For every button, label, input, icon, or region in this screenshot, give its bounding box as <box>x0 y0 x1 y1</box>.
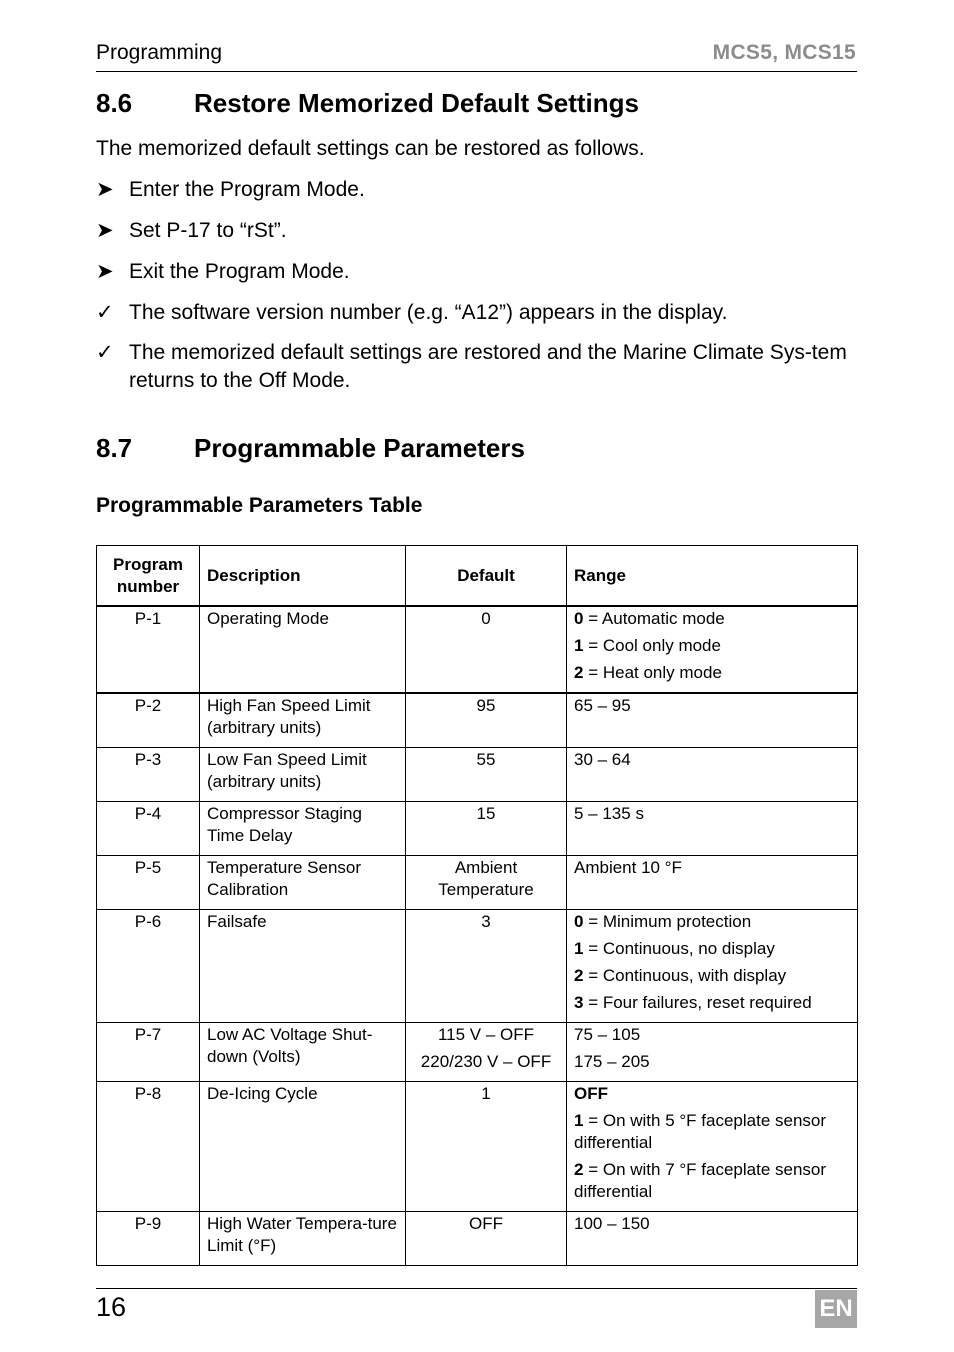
step-item <box>96 258 866 286</box>
cell-program-number: P-6 <box>97 910 200 1023</box>
range-option <box>574 1083 850 1105</box>
cell-description: Compressor Staging Time Delay <box>200 802 406 856</box>
table-row <box>97 748 858 802</box>
cell-description: High Fan Speed Limit (arbitrary units) <box>200 693 406 748</box>
range-option-text: Ambient 10 °F <box>574 858 682 877</box>
range-option-text: 75 – 105 <box>574 1025 641 1044</box>
checkmark-icon: ✓ <box>96 301 114 324</box>
cell-program-number: P-2 <box>97 693 200 748</box>
step-text: Enter the Program Mode. <box>129 178 365 201</box>
header-rule <box>96 71 857 72</box>
section-number: 8.7 <box>96 433 133 463</box>
table-row <box>97 910 858 1023</box>
col-header-default: Default <box>406 546 567 607</box>
col-header-program-number: Program number <box>97 546 200 607</box>
range-option <box>574 965 850 987</box>
range-option <box>574 992 850 1014</box>
table-row <box>97 693 858 748</box>
range-option-text: 5 – 135 s <box>574 804 644 823</box>
range-option <box>574 1213 850 1235</box>
table-row <box>97 1082 858 1212</box>
cell-program-number: P-9 <box>97 1212 200 1266</box>
step-item <box>96 176 866 204</box>
range-option-code: 0 <box>574 609 584 628</box>
footer-rule <box>96 1288 857 1289</box>
cell-description: Low AC Voltage Shut-down (Volts) <box>200 1023 406 1082</box>
cell-range <box>567 748 858 802</box>
cell-description: Operating Mode <box>200 606 406 693</box>
default-value: 115 V – OFF <box>437 1025 535 1044</box>
default-value: 55 <box>476 750 496 769</box>
cell-range <box>567 606 858 693</box>
range-option-code: 1 <box>574 1111 584 1130</box>
cell-default <box>406 606 567 693</box>
section-number: 8.6 <box>96 88 133 118</box>
default-value: OFF <box>469 1214 503 1233</box>
range-option <box>574 749 850 771</box>
cell-description: High Water Tempera-ture Limit (°F) <box>200 1212 406 1266</box>
cell-default <box>406 802 567 856</box>
table-row <box>97 856 858 910</box>
table-body <box>97 606 858 1266</box>
range-option <box>574 635 850 657</box>
range-option-code: 2 <box>574 663 584 682</box>
range-option-text: = Cool only mode <box>583 636 721 655</box>
range-option-text: 100 – 150 <box>574 1214 650 1233</box>
page-number: 16 <box>96 1292 127 1322</box>
cell-program-number: P-1 <box>97 606 200 693</box>
result-item <box>96 339 866 395</box>
cell-description: Low Fan Speed Limit (arbitrary units) <box>200 748 406 802</box>
default-value: 220/230 V – OFF <box>420 1052 552 1071</box>
range-option <box>574 911 850 933</box>
section-title: Restore Memorized Default Settings <box>194 88 639 118</box>
cell-range <box>567 1023 858 1082</box>
range-option <box>574 1051 850 1073</box>
cell-range <box>567 1212 858 1266</box>
cell-range <box>567 910 858 1023</box>
range-option-text: 30 – 64 <box>574 750 631 769</box>
cell-default <box>406 856 567 910</box>
default-value: 15 <box>476 804 496 823</box>
col-header-description: Description <box>200 546 406 607</box>
default-value: 3 <box>481 912 491 931</box>
arrow-bullet-icon: ➤ <box>96 178 114 201</box>
range-option-text: = On with 7 °F faceplate sensor differential <box>574 1160 827 1201</box>
range-option <box>574 938 850 960</box>
range-option <box>574 1110 850 1154</box>
checkmark-icon: ✓ <box>96 341 114 364</box>
cell-program-number: P-5 <box>97 856 200 910</box>
range-option <box>574 695 850 717</box>
cell-description: De-Icing Cycle <box>200 1082 406 1212</box>
range-option-text: = Continuous, with display <box>583 966 787 985</box>
default-value: 95 <box>476 696 496 715</box>
cell-default <box>406 1082 567 1212</box>
cell-program-number: P-4 <box>97 802 200 856</box>
cell-range <box>567 693 858 748</box>
arrow-bullet-icon: ➤ <box>96 219 114 242</box>
cell-default <box>406 693 567 748</box>
section-title: Programmable Parameters <box>194 433 525 463</box>
cell-default <box>406 910 567 1023</box>
cell-program-number: P-7 <box>97 1023 200 1082</box>
cell-description: Temperature Sensor Calibration <box>200 856 406 910</box>
range-option <box>574 857 850 879</box>
range-option-code: OFF <box>574 1084 608 1103</box>
range-option-code: 2 <box>574 966 584 985</box>
range-option-text: = Minimum protection <box>583 912 752 931</box>
table-row <box>97 1212 858 1266</box>
result-text: The software version number (e.g. “A12”) appears in the display. <box>129 301 728 324</box>
step-text: Set P-17 to “rSt”. <box>129 219 287 242</box>
step-item <box>96 217 866 245</box>
cell-program-number: P-8 <box>97 1082 200 1212</box>
default-value: Ambient Temperature <box>438 858 534 899</box>
default-value: 1 <box>481 1084 491 1103</box>
language-badge: EN <box>815 1290 857 1328</box>
range-option-text: 65 – 95 <box>574 696 631 715</box>
arrow-bullet-icon: ➤ <box>96 260 114 283</box>
cell-range <box>567 802 858 856</box>
cell-description: Failsafe <box>200 910 406 1023</box>
table-row <box>97 802 858 856</box>
range-option-code: 1 <box>574 636 584 655</box>
cell-default <box>406 748 567 802</box>
cell-program-number: P-3 <box>97 748 200 802</box>
range-option-text: = Heat only mode <box>583 663 722 682</box>
section-8-7-heading <box>96 433 525 464</box>
range-option-text: 175 – 205 <box>574 1052 650 1071</box>
range-option <box>574 803 850 825</box>
range-option-code: 3 <box>574 993 584 1012</box>
table-row <box>97 606 858 693</box>
cell-default <box>406 1023 567 1082</box>
range-option-text: = Four failures, reset required <box>583 993 812 1012</box>
range-option <box>574 1024 850 1046</box>
range-option <box>574 662 850 684</box>
section-intro: The memorized default settings can be restored as follows. <box>96 137 645 160</box>
range-option-code: 2 <box>574 1160 584 1179</box>
range-option-text: = On with 5 °F faceplate sensor differential <box>574 1111 827 1152</box>
cell-range <box>567 856 858 910</box>
range-option-code: 0 <box>574 912 584 931</box>
result-item <box>96 299 866 327</box>
range-option-code: 1 <box>574 939 584 958</box>
range-option <box>574 1159 850 1203</box>
range-option-text: = Automatic mode <box>583 609 725 628</box>
table-title: Programmable Parameters Table <box>96 494 423 517</box>
cell-default <box>406 1212 567 1266</box>
running-header-model: MCS5, MCS15 <box>712 41 856 64</box>
default-value: 0 <box>481 609 491 628</box>
table-header-row <box>97 546 858 607</box>
running-header-section: Programming <box>96 41 223 64</box>
section-8-6-heading <box>96 88 639 119</box>
range-option-text: = Continuous, no display <box>583 939 775 958</box>
table-row <box>97 1023 858 1082</box>
step-text: Exit the Program Mode. <box>129 260 350 283</box>
result-text: The memorized default settings are restored and the Marine Climate Sys-tem returns to the Off Mode. <box>129 341 847 392</box>
col-header-range: Range <box>567 546 858 607</box>
range-option <box>574 608 850 630</box>
parameters-table <box>96 545 858 1266</box>
cell-range <box>567 1082 858 1212</box>
